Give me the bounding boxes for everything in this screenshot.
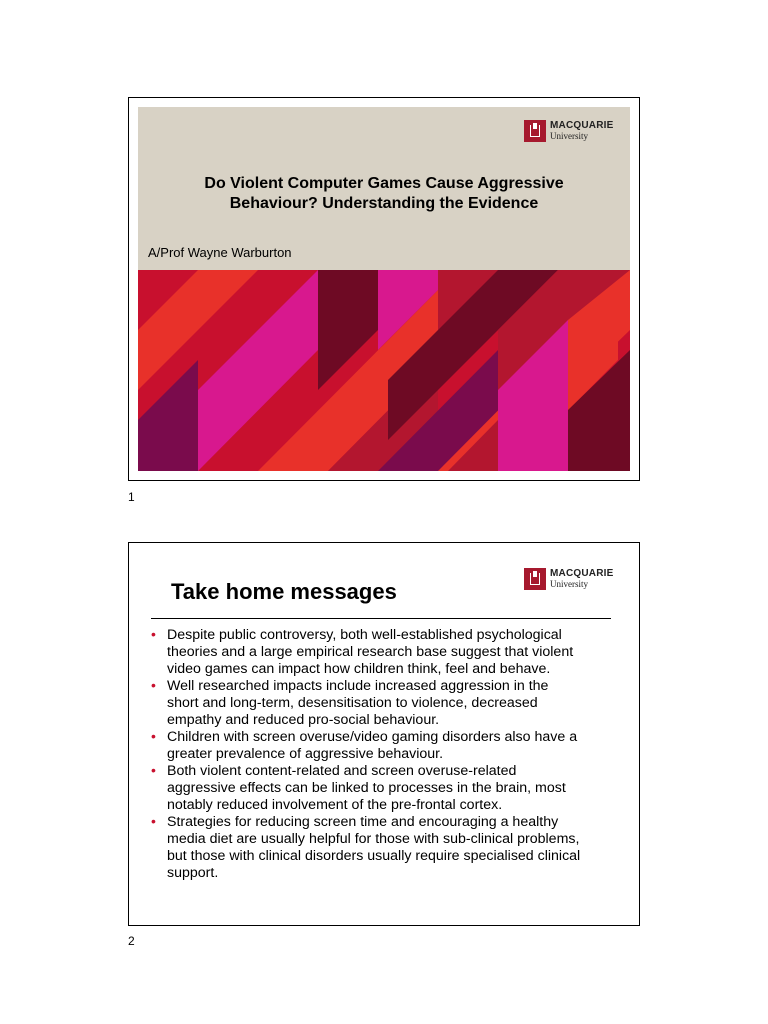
bullet-item xyxy=(141,814,631,882)
bullet-item xyxy=(141,729,631,763)
lighthouse-crest-icon xyxy=(524,568,546,590)
slide-number-1: 1 xyxy=(128,490,135,504)
bullet-line: support. xyxy=(167,865,219,881)
diagonal-stripe-pattern xyxy=(138,270,630,471)
slide-title: Take home messages xyxy=(171,579,397,604)
logo-name: MACQUARIE xyxy=(550,568,614,579)
bullet-dot-icon: • xyxy=(151,728,156,744)
bullet-line: aggressive effects can be linked to processes in the brain, most xyxy=(167,780,566,796)
bullet-line: Children with screen overuse/video gaming disorders also have a xyxy=(167,729,578,745)
macquarie-logo xyxy=(524,120,613,142)
bullet-dot-icon: • xyxy=(151,677,156,693)
bullet-line: notably reduced involvement of the pre-frontal cortex. xyxy=(167,797,503,813)
bullet-line: but those with clinical disorders usually require specialised clinical xyxy=(167,848,581,864)
slide-1 xyxy=(128,97,640,481)
bullet-line: theories and a large empirical research base suggest that violent xyxy=(167,644,574,660)
slide-title-line-1: Do Violent Computer Games Cause Aggressive xyxy=(204,175,564,192)
macquarie-logo xyxy=(524,568,613,590)
bullet-line: Both violent content-related and screen overuse-related xyxy=(167,763,517,779)
bullet-item xyxy=(141,627,631,678)
bullet-line: short and long-term, desensitisation to violence, decreased xyxy=(167,695,538,711)
slide-1-content xyxy=(138,107,630,471)
bullet-item xyxy=(141,763,631,814)
bullet-line: empathy and reduced pro-social behaviour. xyxy=(167,712,440,728)
bullet-line: media diet are usually helpful for those with sub-clinical problems, xyxy=(167,831,580,847)
slide-2 xyxy=(128,542,640,926)
slide-title-line-2: Behaviour? Understanding the Evidence xyxy=(229,195,539,212)
bullet-dot-icon: • xyxy=(151,813,156,829)
bullet-line: Strategies for reducing screen time and encouraging a healthy xyxy=(167,814,559,830)
slide-number-2: 2 xyxy=(128,934,135,948)
logo-name: MACQUARIE xyxy=(550,120,614,131)
bullet-item xyxy=(141,678,631,729)
logo-sub: University xyxy=(550,579,588,589)
bullet-dot-icon: • xyxy=(151,626,156,642)
logo-sub: University xyxy=(550,131,588,141)
bullet-line: Well researched impacts include increased aggression in the xyxy=(167,678,549,694)
title-divider xyxy=(151,618,611,619)
bullet-line: video games can impact how children think, feel and behave. xyxy=(167,661,551,677)
bullet-line: Despite public controversy, both well-established psychological xyxy=(167,627,562,643)
bullet-list xyxy=(141,627,631,882)
author-name: A/Prof Wayne Warburton xyxy=(148,245,292,260)
slide-title xyxy=(138,174,630,214)
bullet-line: greater prevalence of aggressive behaviour. xyxy=(167,746,444,762)
lighthouse-crest-icon xyxy=(524,120,546,142)
bullet-dot-icon: • xyxy=(151,762,156,778)
